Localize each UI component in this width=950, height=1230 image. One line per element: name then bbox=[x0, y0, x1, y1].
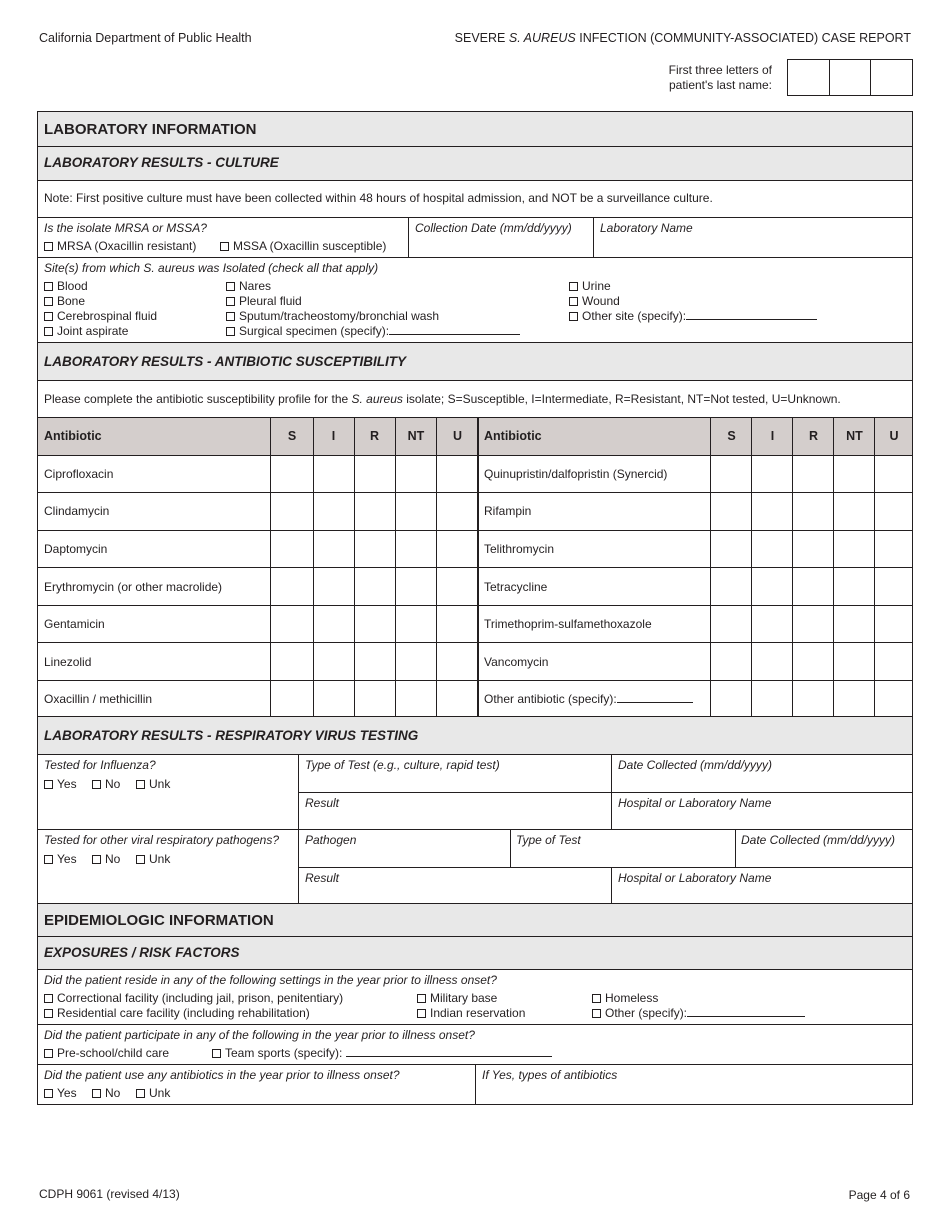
checkbox-icon bbox=[44, 1049, 53, 1058]
site-label: Cerebrospinal fluid bbox=[57, 309, 158, 323]
last-name-letter-2[interactable] bbox=[830, 60, 872, 95]
site-label: Surgical specimen (specify): bbox=[239, 324, 390, 338]
antibiotic-row-erythromycin: Erythromycin (or other macrolide) bbox=[44, 580, 223, 594]
site-wound-checkbox[interactable] bbox=[569, 294, 620, 308]
participate-team-sports-checkbox[interactable] bbox=[212, 1046, 552, 1060]
checkbox-icon bbox=[44, 312, 53, 321]
isolate-question: Is the isolate MRSA or MSSA? bbox=[44, 221, 207, 235]
site-label: Other site (specify): bbox=[582, 309, 687, 323]
other-antibiotic-specify-field[interactable] bbox=[617, 692, 693, 703]
checkbox-icon bbox=[569, 297, 578, 306]
surgical-specimen-specify-field[interactable] bbox=[389, 324, 520, 335]
left-col-i: I bbox=[331, 429, 336, 443]
antibiotic-row-linezolid: Linezolid bbox=[44, 655, 92, 669]
checkbox-icon bbox=[220, 242, 229, 251]
site-label: Wound bbox=[582, 294, 620, 308]
site-urine-checkbox[interactable] bbox=[569, 279, 611, 293]
collection-date-label: Collection Date (mm/dd/yyyy) bbox=[415, 221, 572, 235]
reside-residential-care-checkbox[interactable] bbox=[44, 1006, 310, 1020]
antibiotic-row-tmp-smx: Trimethoprim-sulfamethoxazole bbox=[484, 617, 652, 631]
influenza-hospital-lab-label: Hospital or Laboratory Name bbox=[618, 796, 772, 810]
last-name-letter-1[interactable] bbox=[788, 60, 830, 95]
influenza-yes-checkbox[interactable] bbox=[44, 777, 77, 791]
other-viral-result-label: Result bbox=[305, 871, 340, 885]
reside-other-specify-field[interactable] bbox=[687, 1006, 805, 1017]
other-viral-no-checkbox[interactable] bbox=[92, 852, 120, 866]
section-laboratory-information: LABORATORY INFORMATION bbox=[38, 112, 912, 146]
no-label: No bbox=[105, 777, 121, 791]
reside-military-checkbox[interactable] bbox=[417, 991, 497, 1005]
option-label: Other (specify): bbox=[605, 1006, 688, 1020]
checkbox-icon bbox=[136, 780, 145, 789]
last-name-label-line1: First three letters of bbox=[668, 63, 772, 77]
unk-label: Unk bbox=[149, 852, 171, 866]
laboratory-name-field[interactable] bbox=[594, 236, 912, 256]
right-col-u: U bbox=[889, 429, 899, 443]
site-csf-checkbox[interactable] bbox=[44, 309, 157, 323]
right-col-i: I bbox=[770, 429, 775, 443]
subsection-culture: LABORATORY RESULTS - CULTURE bbox=[38, 147, 912, 180]
right-col-nt: NT bbox=[846, 429, 863, 443]
team-sports-specify-field[interactable] bbox=[346, 1046, 552, 1057]
checkbox-icon bbox=[44, 1089, 53, 1098]
other-viral-hospital-lab-label: Hospital or Laboratory Name bbox=[618, 871, 772, 885]
reside-homeless-checkbox[interactable] bbox=[592, 991, 658, 1005]
antibiotic-row-gentamicin: Gentamicin bbox=[44, 617, 105, 631]
page-number: Page 4 of 6 bbox=[848, 1188, 910, 1202]
option-label: Indian reservation bbox=[430, 1006, 526, 1020]
option-label: Pre-school/child care bbox=[57, 1046, 170, 1060]
other-viral-question: Tested for other viral respiratory pathogens? bbox=[44, 833, 280, 847]
unk-label: Unk bbox=[149, 1086, 171, 1100]
laboratory-name-label: Laboratory Name bbox=[600, 221, 693, 235]
sites-question: Site(s) from which S. aureus was Isolated (check all that apply) bbox=[44, 261, 379, 275]
checkbox-icon bbox=[569, 282, 578, 291]
influenza-unk-checkbox[interactable] bbox=[136, 777, 170, 791]
reside-correctional-checkbox[interactable] bbox=[44, 991, 343, 1005]
left-col-r: R bbox=[369, 429, 380, 443]
reside-other-checkbox[interactable] bbox=[592, 1006, 805, 1020]
yes-label: Yes bbox=[57, 777, 77, 791]
site-label: Joint aspirate bbox=[57, 324, 129, 338]
influenza-test-type-label: Type of Test (e.g., culture, rapid test) bbox=[305, 758, 500, 772]
site-surgical-checkbox[interactable] bbox=[226, 324, 520, 338]
site-label: Blood bbox=[57, 279, 88, 293]
antibiotic-row-daptomycin: Daptomycin bbox=[44, 542, 108, 556]
site-sputum-checkbox[interactable] bbox=[226, 309, 439, 323]
antibiotic-row-vancomycin: Vancomycin bbox=[484, 655, 549, 669]
checkbox-icon bbox=[92, 855, 101, 864]
antibiotic-types-label: If Yes, types of antibiotics bbox=[482, 1068, 618, 1082]
site-label: Sputum/tracheostomy/bronchial wash bbox=[239, 309, 440, 323]
option-label: Residential care facility (including rehabilitation) bbox=[57, 1006, 310, 1020]
checkbox-icon bbox=[226, 312, 235, 321]
site-other-checkbox[interactable] bbox=[569, 309, 817, 323]
other-viral-date-collected-label: Date Collected (mm/dd/yyyy) bbox=[741, 833, 896, 847]
participate-preschool-checkbox[interactable] bbox=[44, 1046, 169, 1060]
right-col-r: R bbox=[808, 429, 819, 443]
antibiotic-row-telithromycin: Telithromycin bbox=[484, 542, 555, 556]
checkbox-icon bbox=[92, 1089, 101, 1098]
last-name-label-line2: patient's last name: bbox=[668, 78, 772, 92]
checkbox-icon bbox=[44, 994, 53, 1003]
susceptibility-instructions bbox=[44, 392, 841, 406]
checkbox-icon bbox=[44, 855, 53, 864]
mssa-checkbox[interactable] bbox=[220, 239, 386, 253]
reside-question: Did the patient reside in any of the following settings in the year prior to illness onset? bbox=[44, 973, 497, 987]
checkbox-icon bbox=[212, 1049, 221, 1058]
checkbox-icon bbox=[136, 855, 145, 864]
site-pleural-checkbox[interactable] bbox=[226, 294, 302, 308]
antibiotic-row-oxacillin: Oxacillin / methicillin bbox=[44, 692, 153, 706]
antibiotic-row-tetracycline: Tetracycline bbox=[484, 580, 548, 594]
other-viral-unk-checkbox[interactable] bbox=[136, 852, 170, 866]
antibiotic-row-clindamycin: Clindamycin bbox=[44, 504, 110, 518]
other-site-specify-field[interactable] bbox=[686, 309, 817, 320]
last-name-letter-3[interactable] bbox=[871, 60, 912, 95]
other-viral-yes-checkbox[interactable] bbox=[44, 852, 77, 866]
antibiotics-no-checkbox[interactable] bbox=[92, 1086, 120, 1100]
no-label: No bbox=[105, 852, 121, 866]
option-label: Homeless bbox=[605, 991, 659, 1005]
form-title-prefix: SEVERE bbox=[454, 31, 509, 45]
checkbox-icon bbox=[226, 297, 235, 306]
instr-prefix: Please complete the antibiotic susceptibility profile for the bbox=[44, 392, 352, 406]
collection-date-field[interactable] bbox=[409, 236, 593, 256]
other-antibiotic-label: Other antibiotic (specify): bbox=[484, 692, 617, 706]
antibiotic-row-quinupristin: Quinupristin/dalfopristin (Synercid) bbox=[484, 467, 668, 481]
site-label: Urine bbox=[582, 279, 611, 293]
checkbox-icon bbox=[592, 1009, 601, 1018]
site-label: Pleural fluid bbox=[239, 294, 302, 308]
participate-question: Did the patient participate in any of the following in the year prior to illness onset? bbox=[44, 1028, 475, 1042]
left-col-u: U bbox=[452, 429, 463, 443]
form-title-organism: S. AUREUS bbox=[508, 31, 576, 45]
site-joint-checkbox[interactable] bbox=[44, 324, 128, 338]
site-label: Nares bbox=[239, 279, 272, 293]
checkbox-icon bbox=[44, 282, 53, 291]
option-label: Correctional facility (including jail, prison, penitentiary) bbox=[57, 991, 344, 1005]
checkbox-icon bbox=[44, 327, 53, 336]
influenza-question: Tested for Influenza? bbox=[44, 758, 156, 772]
site-nares-checkbox[interactable] bbox=[226, 279, 271, 293]
no-label: No bbox=[105, 1086, 121, 1100]
antibiotics-unk-checkbox[interactable] bbox=[136, 1086, 170, 1100]
last-name-letters bbox=[787, 59, 913, 96]
instr-suffix: isolate; S=Susceptible, I=Intermediate, R=Resistant, NT=Not tested, U=Unknown. bbox=[402, 392, 841, 406]
section-epidemiologic-information: EPIDEMIOLOGIC INFORMATION bbox=[38, 904, 912, 937]
mrsa-label: MRSA (Oxacillin resistant) bbox=[57, 239, 197, 253]
checkbox-icon bbox=[44, 780, 53, 789]
reside-indian-reservation-checkbox[interactable] bbox=[417, 1006, 525, 1020]
yes-label: Yes bbox=[57, 852, 77, 866]
mrsa-checkbox[interactable] bbox=[44, 239, 196, 253]
right-col-s: S bbox=[727, 429, 736, 443]
unk-label: Unk bbox=[149, 777, 171, 791]
other-viral-test-type-label: Type of Test bbox=[516, 833, 581, 847]
mssa-label: MSSA (Oxacillin susceptible) bbox=[233, 239, 387, 253]
org-name: California Department of Public Health bbox=[39, 31, 252, 45]
checkbox-icon bbox=[44, 1009, 53, 1018]
option-label: Military base bbox=[430, 991, 498, 1005]
site-bone-checkbox[interactable] bbox=[44, 294, 85, 308]
option-label: Team sports (specify): bbox=[225, 1046, 346, 1060]
subsection-exposures-risk-factors: EXPOSURES / RISK FACTORS bbox=[38, 937, 912, 970]
yes-label: Yes bbox=[57, 1086, 77, 1100]
checkbox-icon bbox=[226, 327, 235, 336]
subsection-antibiotic-susceptibility: LABORATORY RESULTS - ANTIBIOTIC SUSCEPTIBILITY bbox=[38, 343, 912, 381]
site-label: Bone bbox=[57, 294, 86, 308]
form-title bbox=[455, 31, 911, 45]
checkbox-icon bbox=[44, 242, 53, 251]
subsection-respiratory-virus-testing: LABORATORY RESULTS - RESPIRATORY VIRUS TESTING bbox=[38, 717, 912, 755]
culture-note: Note: First positive culture must have been collected within 48 hours of hospital admission, and NOT be a surveillance culture. bbox=[44, 191, 713, 205]
right-antibiotic-header: Antibiotic bbox=[484, 429, 542, 443]
antibiotic-row-other bbox=[484, 692, 693, 706]
antibiotic-row-rifampin: Rifampin bbox=[484, 504, 532, 518]
antibiotics-use-question: Did the patient use any antibiotics in the year prior to illness onset? bbox=[44, 1068, 400, 1082]
influenza-date-collected-label: Date Collected (mm/dd/yyyy) bbox=[618, 758, 773, 772]
checkbox-icon bbox=[569, 312, 578, 321]
instr-organism: S. aureus bbox=[351, 392, 403, 406]
form-title-suffix: INFECTION (COMMUNITY-ASSOCIATED) CASE REPORT bbox=[575, 31, 911, 45]
left-col-nt: NT bbox=[407, 429, 425, 443]
checkbox-icon bbox=[417, 1009, 426, 1018]
checkbox-icon bbox=[92, 780, 101, 789]
influenza-result-label: Result bbox=[305, 796, 340, 810]
form-id: CDPH 9061 (revised 4/13) bbox=[39, 1187, 180, 1201]
left-col-s: S bbox=[287, 429, 297, 443]
antibiotics-yes-checkbox[interactable] bbox=[44, 1086, 77, 1100]
checkbox-icon bbox=[136, 1089, 145, 1098]
antibiotic-types-field[interactable] bbox=[476, 1083, 912, 1104]
site-blood-checkbox[interactable] bbox=[44, 279, 88, 293]
checkbox-icon bbox=[417, 994, 426, 1003]
checkbox-icon bbox=[592, 994, 601, 1003]
influenza-no-checkbox[interactable] bbox=[92, 777, 120, 791]
checkbox-icon bbox=[226, 282, 235, 291]
checkbox-icon bbox=[44, 297, 53, 306]
antibiotic-row-ciprofloxacin: Ciprofloxacin bbox=[44, 467, 114, 481]
pathogen-label: Pathogen bbox=[305, 833, 357, 847]
left-antibiotic-header: Antibiotic bbox=[44, 429, 102, 443]
last-name-label bbox=[669, 63, 772, 93]
